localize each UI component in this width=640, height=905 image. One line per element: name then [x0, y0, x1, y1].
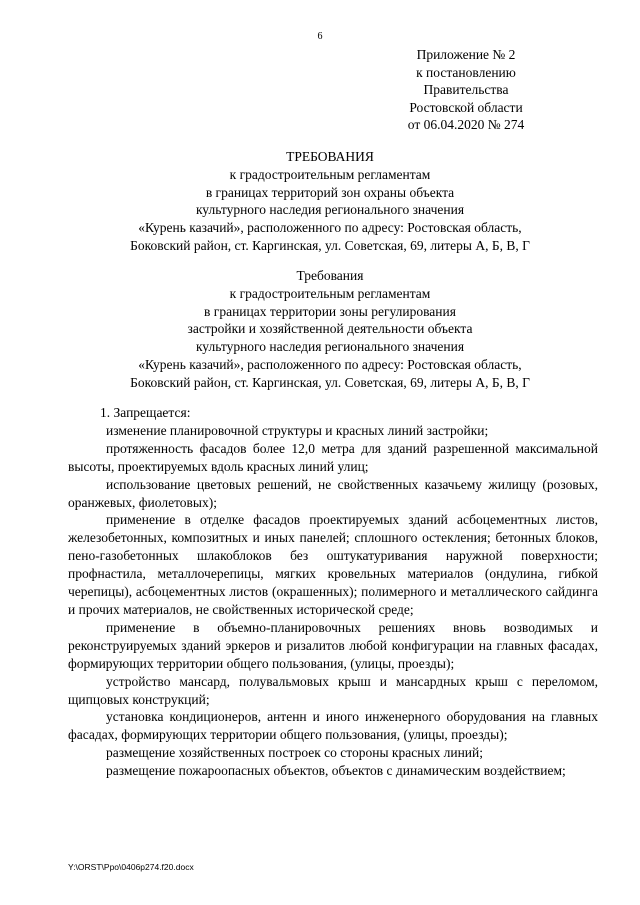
- appendix-line: Приложение № 2: [416, 47, 516, 62]
- paragraph: протяженность фасадов более 12,0 метра для зданий разрешенной максимальной высоты, проектируемых вдоль красных линий улиц;: [68, 440, 598, 474]
- paragraph: размещение пожароопасных объектов, объектов с динамическим воздействием;: [106, 763, 566, 779]
- paragraph: устройство мансард, полувальмовых крыш и мансардных крыш с переломом, щипцовых конструкций;: [68, 673, 598, 707]
- page-number: 6: [317, 31, 323, 42]
- paragraph: использование цветовых решений, не свойственных казачьему жилищу (розовых, оранжевых, фиолетовых);: [68, 476, 598, 510]
- heading-line: ТРЕБОВАНИЯ: [286, 149, 374, 164]
- heading-line: к градостроительным регламентам: [229, 166, 431, 182]
- appendix-line: к постановлению: [416, 64, 516, 80]
- main-heading: [60, 148, 600, 255]
- paragraph: применение в объемно-планировочных решениях вновь возводимых и реконструируемых зданий эркеров и ризалитов любой конфигурации на главных фасадах, формирующих территории общего пользования, (улицы, проезды);: [68, 619, 598, 671]
- heading-line: культурного наследия регионального значения: [195, 339, 465, 355]
- paragraph: изменение планировочной структуры и красных линий застройки;: [106, 422, 489, 438]
- file-path-footer: Y:\ORST\Ppo\0406p274.f20.docx: [68, 862, 194, 872]
- heading-line: Боковский район, ст. Каргинская, ул. Советская, 69, литеры А, Б, В, Г: [130, 237, 530, 253]
- paragraph: 1. Запрещается:: [100, 405, 191, 420]
- appendix-line: Правительства: [423, 82, 509, 97]
- paragraph: размещение хозяйственных построек со стороны красных линий;: [106, 745, 484, 761]
- paragraph: установка кондиционеров, антенн и иного инженерного оборудования на главных фасадах, формирующих территории общего пользования, (улицы, проезды);: [68, 709, 598, 743]
- heading-line: Боковский район, ст. Каргинская, ул. Советская, 69, литеры А, Б, В, Г: [130, 374, 530, 390]
- heading-line: к градостроительным регламентам: [229, 285, 431, 301]
- heading-line: «Курень казачий», расположенного по адресу: Ростовская область,: [138, 356, 522, 372]
- heading-line: застройки и хозяйственной деятельности объекта: [187, 321, 473, 337]
- heading-line: культурного наследия регионального значения: [195, 202, 465, 218]
- paragraph: применение в отделке фасадов проектируемых зданий асбоцементных листов, железобетонных, композитных и иных панелей; сплошного остекления; бетонных блоков, пено-газобетонных шлакоблоков без оштукатуривания наружной поверхности; профнастила, металлочерепицы, мягких кровельных материалов (ондулина, гибкой черепицы), асбоцементных листов (окрашенных); полимерного и металлического сайдинга и прочих материалов, не свойственных исторической среде;: [68, 512, 598, 617]
- appendix-block: [366, 46, 566, 134]
- heading-line: в границах территории зоны регулирования: [204, 303, 456, 319]
- body-text: [68, 404, 598, 780]
- appendix-line: от 06.04.2020 № 274: [407, 117, 525, 132]
- heading-line: Требования: [296, 268, 364, 283]
- appendix-line: Ростовской области: [409, 99, 523, 115]
- heading-line: в границах территорий зон охраны объекта: [205, 184, 455, 200]
- heading-line: «Курень казачий», расположенного по адресу: Ростовская область,: [138, 220, 522, 236]
- sub-heading: [60, 267, 600, 392]
